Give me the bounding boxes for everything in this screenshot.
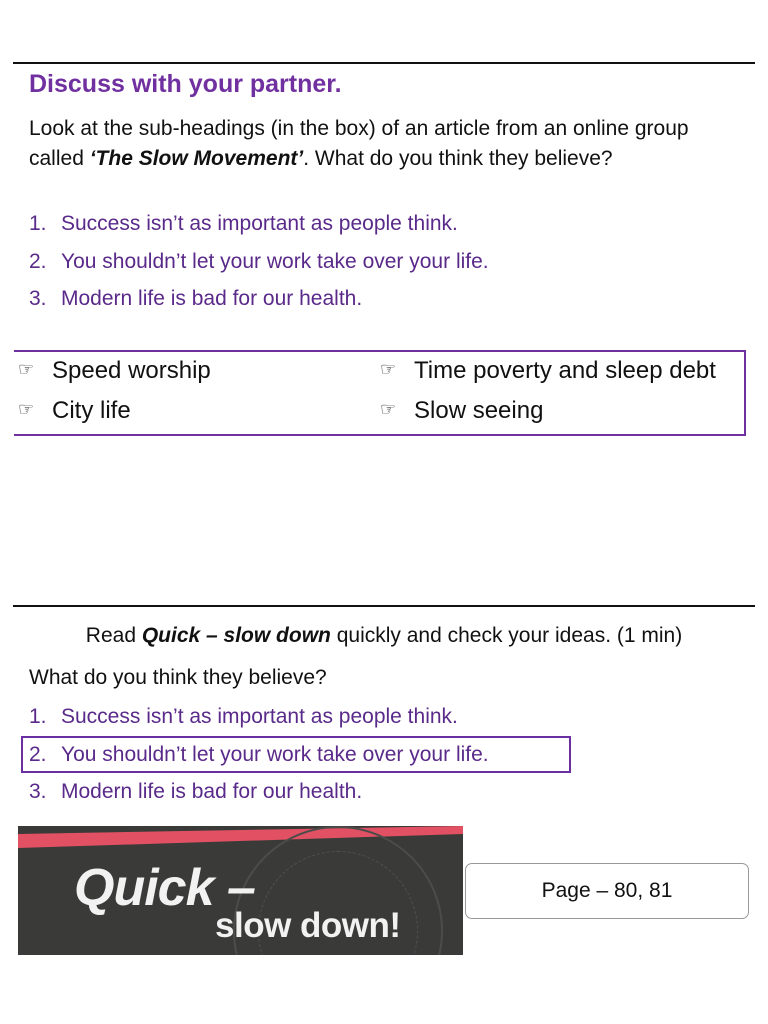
statement-text: Modern life is bad for our health. xyxy=(61,780,363,803)
statement-text: Success isn’t as important as people think. xyxy=(61,212,458,235)
statement-item xyxy=(29,773,489,811)
statement-number: 3. xyxy=(29,780,47,803)
subheading-time-poverty xyxy=(380,355,716,387)
top-divider xyxy=(13,62,755,64)
statement-item xyxy=(29,280,489,318)
intro-paragraph xyxy=(29,114,729,173)
subheading-speed-worship xyxy=(18,355,211,387)
statement-number: 1. xyxy=(29,705,47,728)
statement-number: 2. xyxy=(29,742,47,766)
subheading-text: City life xyxy=(52,397,131,424)
statement-item xyxy=(29,205,489,243)
statement-item xyxy=(29,243,489,281)
statement-number: 3. xyxy=(29,287,47,310)
statement-text: Success isn’t as important as people think. xyxy=(61,705,458,728)
statement-text: Modern life is bad for our health. xyxy=(61,287,363,310)
subheading-text: Speed worship xyxy=(52,357,211,384)
middle-divider xyxy=(13,605,755,607)
subheading-slow-seeing xyxy=(380,395,543,427)
read-text-end: quickly and check your ideas. (1 min) xyxy=(330,624,683,647)
pointing-hand-icon: ☞ xyxy=(18,399,35,419)
statement-text: You shouldn’t let your work take over your life. xyxy=(61,742,489,766)
read-text: Read xyxy=(85,624,142,647)
statement-number: 2. xyxy=(29,249,47,273)
statement-list-1 xyxy=(29,205,489,318)
reading-instruction xyxy=(0,624,768,648)
statement-item xyxy=(29,698,489,736)
answer-highlight-box xyxy=(21,736,571,773)
section-heading: Discuss with your partner. xyxy=(29,70,342,98)
group-name: ‘The Slow Movement’ xyxy=(89,146,304,170)
intro-text: Look at the sub-headings (in the box) of an article from an online group called xyxy=(29,117,689,170)
page-reference: Page – 80, 81 xyxy=(465,863,749,919)
article-title: Quick – slow down xyxy=(141,624,331,647)
intro-text-end: . What do you think they believe? xyxy=(303,146,613,170)
banner-subtitle: slow down! xyxy=(215,906,401,945)
question-text: What do you think they believe? xyxy=(29,666,327,689)
statement-text: You shouldn’t let your work take over your life. xyxy=(61,249,489,273)
statement-number: 1. xyxy=(29,212,47,235)
pointing-hand-icon: ☞ xyxy=(380,359,397,379)
subheading-city-life xyxy=(18,395,131,427)
subheading-text: Slow seeing xyxy=(414,397,544,424)
subheading-text: Time poverty and sleep debt xyxy=(414,357,716,384)
article-banner-image xyxy=(18,826,463,955)
pointing-hand-icon: ☞ xyxy=(380,399,397,419)
pointing-hand-icon: ☞ xyxy=(18,359,35,379)
banner-title: Quick – xyxy=(74,859,255,917)
